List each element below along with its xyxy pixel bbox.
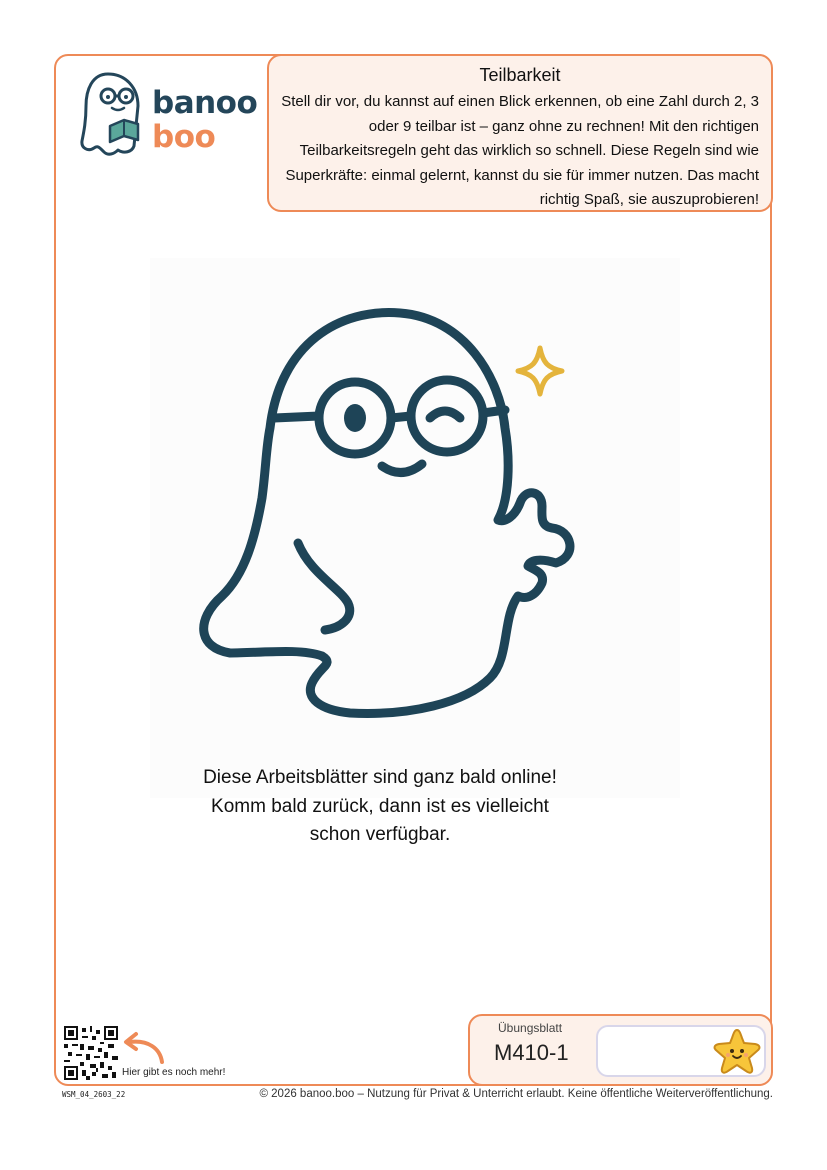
worksheet-id-box bbox=[468, 1014, 773, 1086]
sheet-label: Übungsblatt bbox=[498, 1021, 563, 1035]
ghost-with-glasses-icon bbox=[150, 258, 680, 798]
ghost-logo-icon bbox=[78, 66, 158, 166]
star-icon bbox=[712, 1027, 762, 1075]
sparkle-icon bbox=[518, 348, 562, 394]
topic-description: Stell dir vor, du kannst auf einen Blick erkennen, ob eine Zahl durch 2, 3 oder 9 teilbar ist – ganz ohne zu rechnen! Mit den richtigen Teilbarkeitsregeln geht das wirklich so schnell. Diese Regeln sind wie Superkräfte: einmal gelernt, kannst du sie für immer nutzen. Das macht richtig Spaß, sie auszuprobieren! bbox=[281, 93, 759, 208]
logo-word-boo: boo bbox=[152, 119, 216, 155]
qr-caption: Hier gibt es noch mehr! bbox=[122, 1067, 226, 1078]
logo-word-banoo: banoo bbox=[152, 85, 258, 121]
score-field[interactable] bbox=[596, 1025, 766, 1077]
banoo-boo-logo bbox=[78, 66, 268, 171]
sheet-number: M410-1 bbox=[494, 1040, 569, 1065]
topic-info-box bbox=[267, 54, 773, 212]
curved-arrow-icon bbox=[120, 1030, 170, 1070]
qr-code-icon[interactable] bbox=[64, 1026, 118, 1080]
mascot-illustration bbox=[150, 258, 680, 798]
worksheet-code: WSM_04_2603_22 bbox=[62, 1090, 126, 1099]
copyright-notice: © 2026 banoo.boo – Nutzung für Privat & Unterricht erlaubt. Keine öffentliche Weiterveröffentlichung. bbox=[259, 1088, 773, 1100]
worksheet-title: Teilbarkeit bbox=[479, 65, 561, 85]
coming-soon-notice: Diese Arbeitsblätter sind ganz bald online! Komm bald zurück, dann ist es vielleicht schon verfügbar. bbox=[203, 767, 557, 845]
